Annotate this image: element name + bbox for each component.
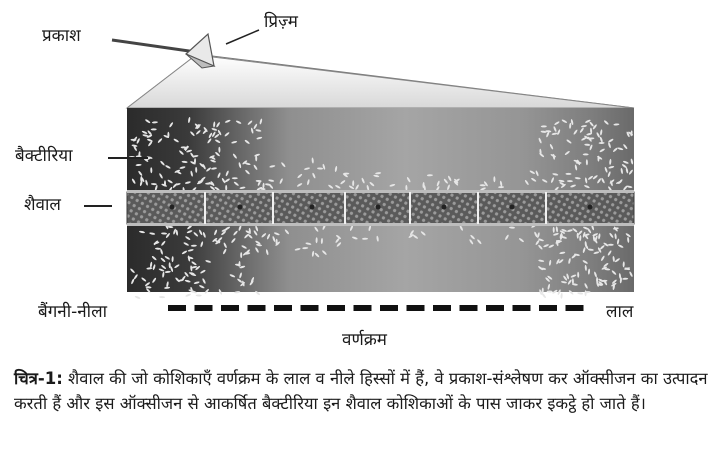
- bacterium: [583, 153, 589, 155]
- spectrum-dash: [513, 305, 531, 311]
- algae-nucleus: [588, 205, 593, 210]
- spectrum-dash: [248, 305, 266, 311]
- algae-label: शैवाल: [24, 195, 61, 215]
- spectrum-dash: [274, 305, 292, 311]
- caption-title: चित्र-1:: [14, 369, 63, 388]
- bacterium: [240, 252, 242, 258]
- spectrum-scale: [168, 305, 584, 311]
- algae-nucleus: [376, 205, 381, 210]
- bacterium: [560, 293, 563, 299]
- bacterium: [159, 296, 165, 298]
- bacterium: [232, 177, 238, 179]
- algae-nucleus: [510, 205, 515, 210]
- bacterium: [185, 293, 191, 297]
- spectrum-label: वर्णक्रम: [342, 330, 387, 350]
- spectrum-dash: [380, 305, 398, 311]
- spectrum-dash: [486, 305, 504, 311]
- figure-caption: [14, 366, 709, 416]
- spectrum-dash: [460, 305, 478, 311]
- bacterium: [541, 293, 546, 299]
- light-beam: [112, 40, 196, 52]
- spectrum-dash: [327, 305, 345, 311]
- red-label: लाल: [606, 302, 634, 322]
- bacterium: [608, 244, 614, 246]
- spectrum-dash: [539, 305, 557, 311]
- prism-label: प्रिज़्म: [264, 12, 298, 32]
- algae-nucleus: [442, 205, 447, 210]
- spectrum-dash: [354, 305, 372, 311]
- algae-nucleus: [310, 205, 315, 210]
- bacterium: [196, 294, 202, 296]
- spectrum-dash: [566, 305, 584, 311]
- violet-blue-label: बैंगनी-नीला: [38, 302, 108, 322]
- algae-nucleus: [170, 205, 175, 210]
- spectrum-dash: [433, 305, 451, 311]
- bacterium: [343, 173, 349, 175]
- spectrum-dash: [195, 305, 213, 311]
- spectrum-dash: [221, 305, 239, 311]
- spectrum-dash: [168, 305, 186, 311]
- bacteria-label: बैक्टीरिया: [15, 146, 73, 166]
- prism-pointer: [226, 30, 259, 44]
- light-label: प्रकाश: [42, 26, 81, 46]
- spectrum-dash: [407, 305, 425, 311]
- algae-filament: [127, 190, 634, 226]
- bacterium: [577, 292, 583, 295]
- caption-text: शैवाल की जो कोशिकाएँ वर्णक्रम के लाल व नीले हिस्सों में हैं, वे प्रकाश-संश्लेषण कर ऑक्सीजन का उत्पादन करती हैं और इस ऑक्सीजन से आकर्षित बैक्टीरिया इन शैवाल कोशिकाओं के पास जाकर इकट्ठे हो जाते हैं।: [14, 369, 708, 413]
- algae-nucleus: [238, 205, 243, 210]
- spectrum-dash: [301, 305, 319, 311]
- bacterium: [134, 295, 140, 299]
- bacterium: [547, 291, 553, 293]
